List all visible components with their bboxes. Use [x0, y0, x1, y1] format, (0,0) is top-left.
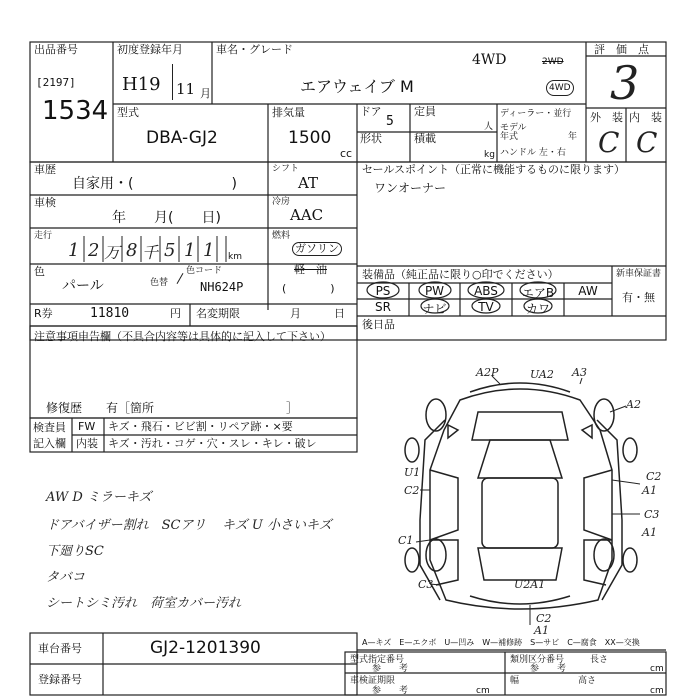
- equip-sr: SR: [375, 300, 391, 314]
- damage-mark: A3: [572, 366, 587, 379]
- ext-value: C: [598, 126, 620, 159]
- name-change-value: 月 日: [290, 307, 345, 320]
- fw-items: キズ・飛石・ビビ割・リペア跡・×要: [108, 420, 293, 433]
- displacement-unit: cc: [340, 147, 353, 160]
- color-value: パール: [62, 278, 104, 294]
- capacity-label: 定員: [414, 105, 436, 118]
- fuel-other: ( ): [282, 282, 335, 295]
- color-code: NH624P: [200, 280, 244, 294]
- damage-mark: U1: [404, 466, 421, 479]
- warranty-value: 有・無: [622, 291, 655, 304]
- equip-abs: ABS: [474, 284, 498, 298]
- name-change-label: 名変期限: [196, 307, 240, 320]
- mileage-digit: 2: [88, 240, 100, 261]
- model-name: エアウェイブ M: [300, 77, 414, 96]
- equip-pw: PW: [424, 284, 445, 298]
- ac-label: 冷房: [272, 197, 291, 207]
- mileage-digit: 万: [104, 243, 121, 262]
- shift-value: AT: [298, 174, 319, 192]
- handwritten-note: シートシミ汚れ 荷室カバー汚れ: [46, 596, 242, 611]
- int-inspect-label: 内装: [76, 437, 98, 450]
- post-install-label: 後日品: [362, 318, 395, 331]
- handwritten-note: 下廻りSC: [46, 544, 104, 559]
- mileage-digit: 5: [164, 240, 176, 261]
- damage-mark: UA2: [530, 368, 554, 381]
- load-unit: kg: [484, 150, 495, 160]
- doors: 5: [386, 114, 394, 129]
- width-unit: cm: [476, 686, 490, 696]
- damage-mark: C2: [536, 612, 552, 625]
- reg-month-unit: 月: [200, 87, 211, 100]
- fuel-diesel: 軽 油: [294, 263, 327, 276]
- load-label: 積載: [414, 132, 436, 145]
- damage-mark: C3: [644, 508, 660, 521]
- damage-mark: A1: [642, 484, 657, 497]
- damage-mark: A2: [626, 398, 641, 411]
- damage-mark: A1: [534, 624, 549, 637]
- equipment-label: 装備品（純正品に限り○印でください）: [362, 268, 559, 281]
- ac-value: AAC: [290, 206, 324, 224]
- lot-label: 出品番号: [34, 43, 78, 56]
- category-label: 類別区分番号: [510, 655, 565, 665]
- reg-year: H19: [122, 74, 161, 95]
- equip-leather: カワ: [525, 302, 550, 316]
- color-code-label: 色コード: [186, 266, 223, 276]
- equip-airbag: エアB: [521, 286, 555, 300]
- damage-mark: C3: [418, 578, 434, 591]
- displacement-label: 排気量: [272, 106, 305, 119]
- mileage-unit: km: [228, 252, 242, 262]
- int-inspect-items: キズ・汚れ・コゲ・穴・スレ・キレ・破レ: [108, 437, 317, 450]
- reg-month: 11: [176, 80, 196, 98]
- damage-mark: C2: [404, 484, 420, 497]
- height-unit: cm: [650, 686, 664, 696]
- history-value: 自家用・( ): [72, 176, 237, 192]
- mileage-label: 走行: [34, 231, 53, 241]
- damage-legend: A—キズ E—エクボ U—凹み W—補修跡 S—サビ C—腐食 XX—交換: [362, 638, 640, 647]
- cert-date-label: 車検証期限: [350, 676, 396, 686]
- equip-ps: PS: [375, 284, 391, 298]
- model-year-unit: 年: [568, 132, 578, 142]
- recycle-value: 11810: [90, 306, 130, 321]
- mileage-digit: 1: [184, 240, 196, 261]
- history-label: 車歴: [34, 163, 56, 176]
- inspection-label: 車検: [34, 196, 56, 209]
- drive-2wd: 2WD: [542, 57, 564, 67]
- inspector-label-2: 記入欄: [33, 437, 66, 450]
- sales-label: セールスポイント（正常に機能するものに限ります）: [362, 163, 626, 176]
- damage-mark: A2P: [476, 366, 499, 379]
- ref-label: 参 考: [372, 686, 409, 696]
- displacement: 1500: [288, 128, 332, 148]
- fuel-gasoline: ガソリン: [292, 242, 342, 256]
- mileage-digit: 1: [68, 240, 80, 261]
- mileage-digit: 千: [142, 243, 159, 262]
- category-ref: 参 考: [530, 664, 567, 674]
- name-label: 車名・グレード: [216, 43, 293, 56]
- damage-mark: C1: [398, 534, 414, 547]
- mileage-digit: 8: [126, 240, 138, 261]
- damage-mark: U2A1: [514, 578, 546, 591]
- ext-label: 外 装: [590, 111, 623, 124]
- length-unit: cm: [650, 664, 664, 674]
- model-type-label: 型式: [117, 106, 139, 119]
- lot-number: 1534: [42, 96, 109, 126]
- doors-label: ドア: [360, 105, 382, 118]
- model-year-label: モデル 年式: [500, 123, 527, 142]
- sales-text: ワンオーナー: [374, 181, 447, 195]
- damage-mark: C2: [646, 470, 662, 483]
- handle-label: ハンドル 左・右: [500, 148, 566, 158]
- damage-mark: A1: [642, 526, 657, 539]
- handwritten-note: キズ U 小さいキズ: [222, 518, 332, 533]
- warranty-label: 新車保証書: [616, 269, 662, 279]
- inspector-label-1: 検査員: [33, 421, 66, 434]
- width-label: 幅: [510, 676, 520, 686]
- inspection-value: 年 月( 日): [112, 210, 221, 226]
- notes-label: 注意事項申告欄（不具合内容等は具体的に記入して下さい）: [34, 330, 331, 343]
- drive-circle: 4WD: [546, 80, 574, 96]
- shift-label: シフト: [272, 164, 300, 174]
- recycle-label: R券: [34, 307, 53, 320]
- shape-label: 形状: [360, 132, 382, 145]
- recycle-unit: 円: [170, 307, 181, 320]
- fuel-label: 燃料: [272, 231, 291, 241]
- int-value: C: [636, 126, 658, 159]
- fw-label: FW: [78, 420, 96, 433]
- type-cert-ref: 参 考: [372, 664, 409, 674]
- chassis-label: 車台番号: [38, 642, 82, 655]
- color-label: 色: [34, 265, 45, 278]
- registration-label: 登録番号: [38, 673, 82, 686]
- grade-label: 評 価 点: [594, 43, 649, 56]
- int-label: 内 装: [629, 111, 662, 124]
- handwritten-note: ドアバイザー割れ SCアリ: [46, 518, 206, 533]
- handwritten-note: AW D ミラーキズ: [46, 490, 152, 505]
- equip-aw: AW: [578, 284, 598, 298]
- length-label: 長さ: [590, 655, 609, 665]
- lot-code: [2197]: [36, 76, 76, 89]
- equip-navi: ナビ: [422, 302, 447, 316]
- drive-4wd: 4WD: [472, 52, 507, 68]
- handwritten-note: タバコ: [46, 570, 85, 585]
- model-type: DBA-GJ2: [146, 128, 218, 148]
- grade-value: 3: [610, 56, 640, 110]
- capacity-unit: 人: [484, 122, 494, 132]
- mileage-digit: 1: [203, 240, 215, 261]
- height-label: 高さ: [578, 676, 597, 686]
- chassis-value: GJ2-1201390: [150, 638, 261, 658]
- equip-tv: TV: [478, 300, 494, 314]
- repair-text: 修復歴 有［箇所 ］: [46, 401, 299, 415]
- type-cert-label: 型式指定番号: [350, 655, 405, 665]
- dealer-label: ディーラー・並行: [500, 109, 572, 119]
- color-change-label: 色替: [150, 278, 169, 288]
- reg-label: 初度登録年月: [117, 43, 183, 56]
